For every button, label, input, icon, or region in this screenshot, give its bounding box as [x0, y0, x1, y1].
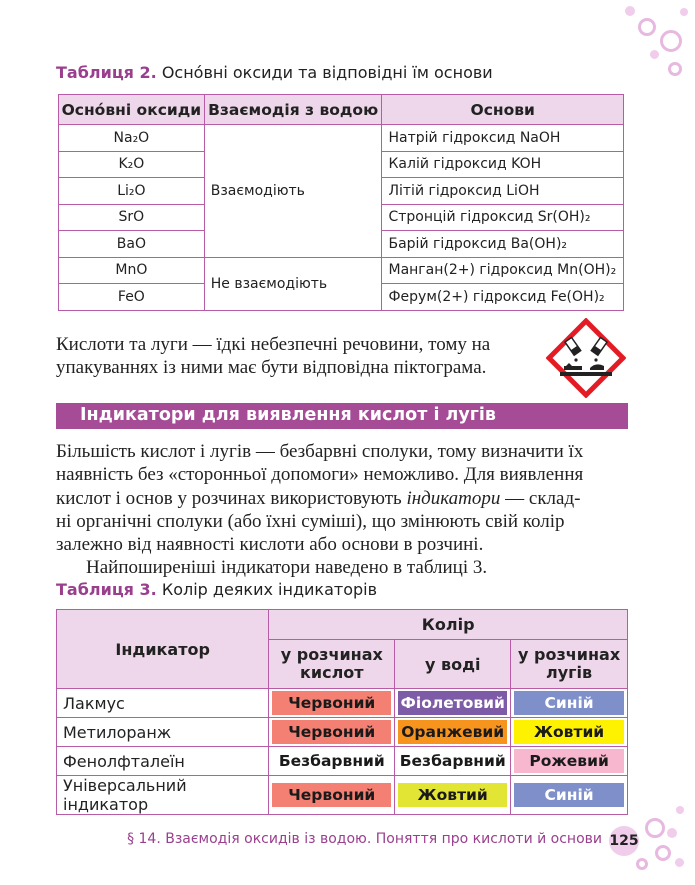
- page-footer: § 14. Взаємодія оксидів із водою. Поняття про кислоти й основи: [127, 831, 602, 847]
- color-cell: [395, 718, 511, 747]
- indicator-name-cell: Універсальний індикатор: [57, 776, 269, 815]
- color-cell: [511, 776, 628, 815]
- color-cell: [269, 776, 395, 815]
- color-cell: [269, 689, 395, 718]
- table-header-row: [59, 95, 624, 125]
- column-subheader: у розчинах лугів: [511, 640, 628, 689]
- decorative-circle: [645, 818, 665, 838]
- table-row: [57, 718, 628, 747]
- indicator-name-cell: Метилоранж: [57, 718, 269, 747]
- column-header: Осно́вні оксиди: [59, 95, 205, 125]
- text-line: Кислоти та луги — їдкі небезпечні речовини, тому на: [56, 334, 491, 355]
- oxide-cell: MnO: [59, 257, 205, 284]
- oxide-cell: BaO: [59, 231, 205, 258]
- oxide-cell: Li₂O: [59, 178, 205, 205]
- color-cell: [511, 747, 628, 776]
- decorative-circle: [638, 18, 656, 36]
- decorative-circle: [676, 806, 684, 814]
- color-cell: [395, 689, 511, 718]
- warning-text: [56, 333, 536, 380]
- corrosive-hazard-icon: [546, 318, 626, 398]
- page-number: 125: [609, 826, 639, 856]
- text-line: Більшість кислот і лугів — безбарвні сполуки, тому визначити їх: [56, 441, 584, 462]
- color-chip: Червоний: [272, 720, 391, 744]
- table-row: [57, 776, 628, 815]
- color-chip: Рожевий: [514, 749, 624, 773]
- decorative-circle: [680, 8, 688, 16]
- column-header: Основи: [382, 95, 624, 125]
- interaction-cell: Взаємодіють: [204, 125, 382, 258]
- indicator-name-cell: Лакмус: [57, 689, 269, 718]
- text-line: ні органічні сполуки (або їхні суміші), що змінюють свій колір: [56, 510, 565, 532]
- column-header-indicator: Індикатор: [57, 610, 269, 689]
- oxide-cell: FeO: [59, 284, 205, 311]
- text-line: залежно від наявності кислоти або основи в розчині.: [56, 534, 484, 556]
- interaction-cell: Не взаємодіють: [204, 257, 382, 310]
- decorative-circle: [667, 828, 677, 838]
- column-header: Взаємодія з водою: [204, 95, 382, 125]
- color-chip: Червоний: [272, 783, 391, 807]
- color-chip: Жовтий: [514, 720, 624, 744]
- text-line: Найпоширеніші індикатори наведено в таблиці 3.: [86, 557, 488, 579]
- table2-title: Осно́вні оксиди та відповідні їм основи: [161, 63, 493, 82]
- color-chip: Червоний: [272, 691, 391, 715]
- color-chip: Безбарвний: [272, 749, 391, 773]
- text-fragment: кислот і основ у розчинах використовують: [56, 487, 407, 509]
- table-row: [57, 689, 628, 718]
- oxide-cell: SrO: [59, 204, 205, 231]
- text-line: наявність без «сторонньої допомоги» неможливо. Для виявлення: [56, 464, 584, 486]
- color-chip: Фіолетовий: [398, 691, 507, 715]
- color-cell: [511, 689, 628, 718]
- color-cell: [395, 776, 511, 815]
- oxide-cell: Na₂O: [59, 125, 205, 152]
- text-line: упакуваннях із ними має бути відповідна піктограма.: [56, 357, 487, 379]
- color-cell: [269, 747, 395, 776]
- color-cell: [511, 718, 628, 747]
- decorative-circle: [636, 858, 648, 870]
- decorative-circle: [650, 50, 659, 59]
- decorative-circle: [675, 858, 684, 867]
- table-header-row: [57, 610, 628, 640]
- decorative-circle: [655, 845, 671, 861]
- table-row: [57, 747, 628, 776]
- indicators-table: [56, 609, 628, 815]
- color-chip: Жовтий: [398, 783, 507, 807]
- oxide-cell: K₂O: [59, 151, 205, 178]
- table-row: [59, 257, 624, 284]
- color-chip: Безбарвний: [398, 749, 507, 773]
- table3-caption: [56, 580, 377, 599]
- column-subheader: у воді: [395, 640, 511, 689]
- base-cell: Натрій гідроксид NaOH: [382, 125, 624, 152]
- term-emphasis: індикатори: [406, 487, 501, 509]
- color-chip: Синій: [514, 691, 624, 715]
- decorative-circle: [660, 30, 682, 52]
- color-cell: [395, 747, 511, 776]
- body-paragraph: [56, 440, 630, 580]
- text-line: [56, 487, 630, 510]
- section-title: Індикатори для виявлення кислот і лугів: [80, 405, 496, 425]
- table3-title: Колір деяких індикаторів: [161, 580, 378, 599]
- decorative-circle: [625, 6, 635, 16]
- color-chip: Оранжевий: [398, 720, 507, 744]
- table2-label: Таблиця 2.: [56, 63, 157, 82]
- table2-caption: [56, 63, 493, 82]
- table-row: [59, 125, 624, 152]
- base-cell: Літій гідроксид LiOH: [382, 178, 624, 205]
- column-header-color: Колір: [269, 610, 628, 640]
- base-cell: Манган(2+) гідроксид Mn(OH)₂: [382, 257, 624, 284]
- base-cell: Стронцій гідроксид Sr(OH)₂: [382, 204, 624, 231]
- indicator-name-cell: Фенолфталеїн: [57, 747, 269, 776]
- color-cell: [269, 718, 395, 747]
- color-chip: Синій: [514, 783, 624, 807]
- table3-label: Таблиця 3.: [56, 580, 157, 599]
- text-fragment: — склад-: [500, 487, 581, 509]
- base-cell: Барій гідроксид Ba(OH)₂: [382, 231, 624, 258]
- oxides-table: [58, 94, 624, 311]
- column-subheader: у розчинах кислот: [269, 640, 395, 689]
- section-heading: [56, 403, 628, 429]
- base-cell: Ферум(2+) гідроксид Fe(OH)₂: [382, 284, 624, 311]
- decorative-circle: [668, 62, 682, 76]
- base-cell: Калій гідроксид KOH: [382, 151, 624, 178]
